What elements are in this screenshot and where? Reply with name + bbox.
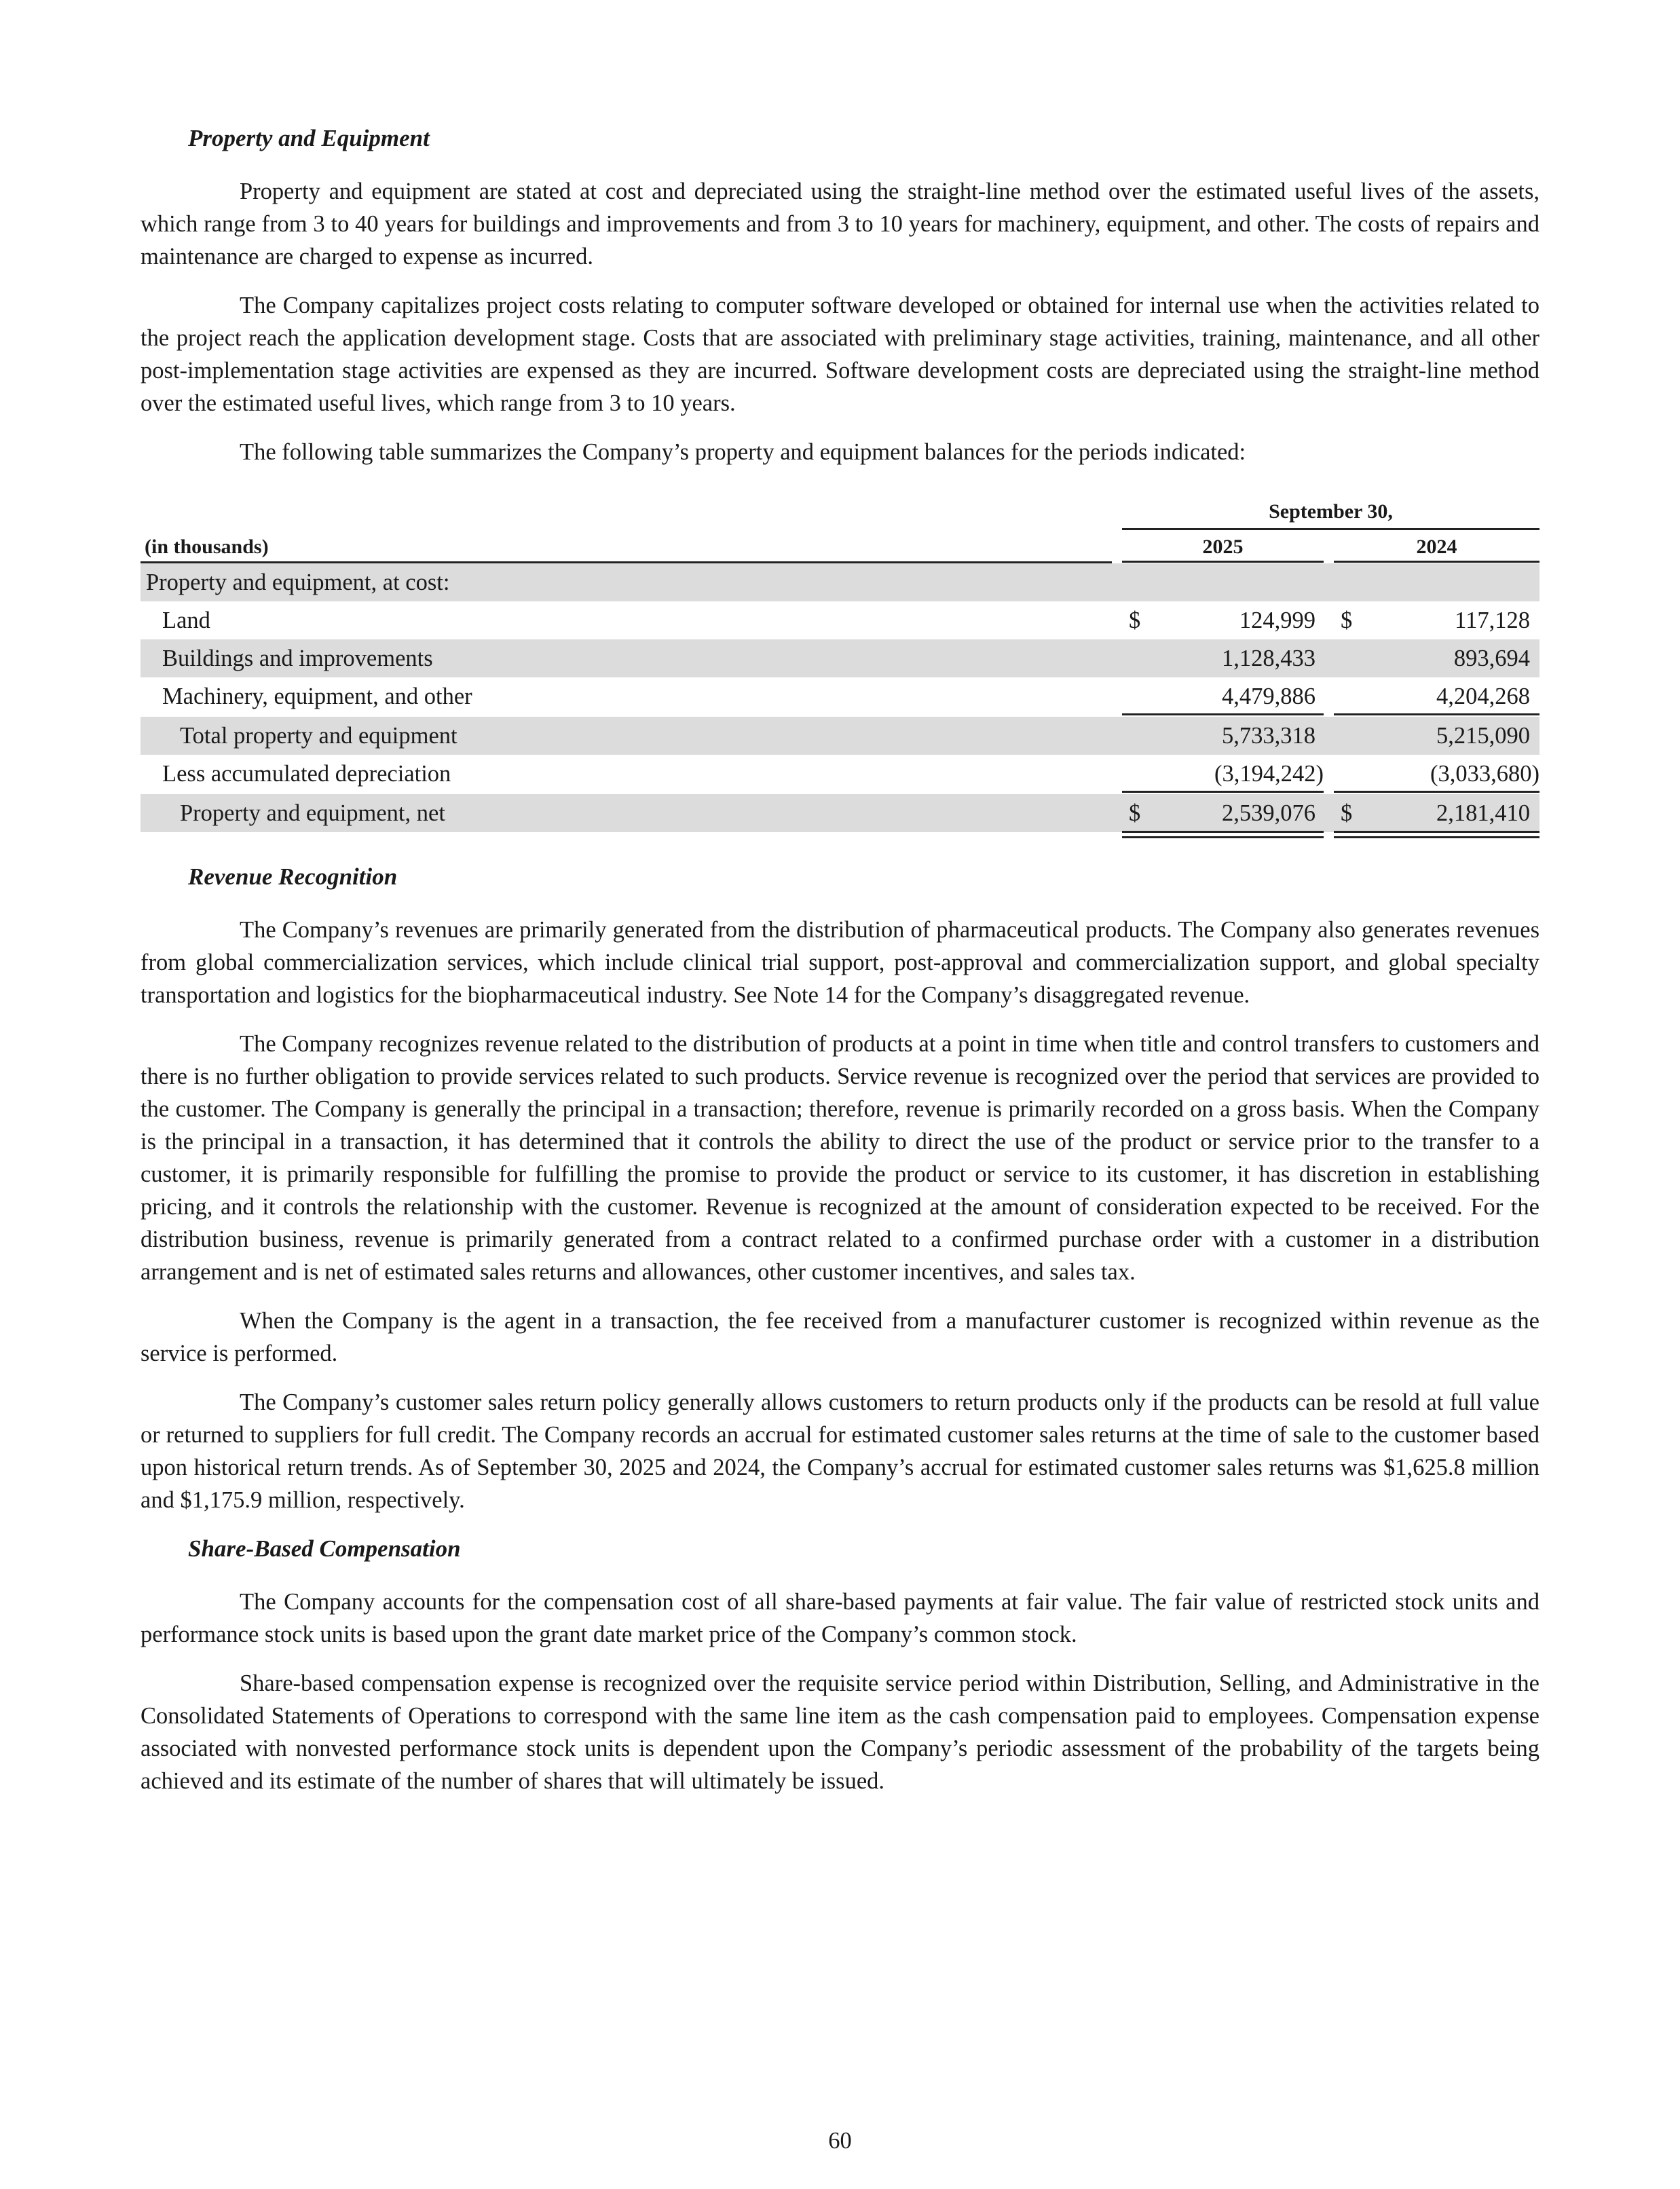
heading-property-and-equipment: Property and Equipment (188, 125, 430, 151)
row-label: Total property and equipment (180, 723, 458, 749)
table-row (141, 601, 1539, 639)
value-2024: (3,033,680) (1430, 761, 1539, 787)
row-label: Buildings and improvements (162, 646, 433, 671)
row-label: Property and equipment, net (180, 800, 445, 826)
paragraph: The Company accounts for the compensation cost of all share-based payments at fair value. The fair value of restricted stock units and performance stock units is based upon the grant date market price of the Company’s common stock. (141, 1589, 1539, 1647)
row-label: Less accumulated depreciation (162, 761, 451, 787)
value-2025: 124,999 (1239, 607, 1315, 633)
paragraph: The Company’s revenues are primarily generated from the distribution of pharmaceutical products. The Company also generates revenues from global commercialization services, which include clinical trial support, post-approval and commercialization support, and global specialty transportation and logistics for the biopharmaceutical industry. See Note 14 for the Company’s disaggregated revenue. (141, 917, 1539, 1008)
paragraph: Share-based compensation expense is recognized over the requisite service period within Distribution, Selling, and Administrative in the Consolidated Statements of Operations to correspond with the same line item as the cash compensation paid to employees. Compensation expense associated with nonvested performance stock units is dependent upon the Company’s periodic assessment of the probability of the targets being achieved and its estimate of the number of shares that will ultimately be issued. (141, 1670, 1539, 1794)
dollar-sign: $ (1341, 607, 1353, 633)
value-2025: 4,479,886 (1222, 684, 1315, 709)
table-year-header: 2025 (1122, 531, 1324, 563)
value-2024: 893,694 (1453, 646, 1530, 671)
table-period-header: September 30, (1122, 495, 1539, 530)
paragraph: The Company’s customer sales return policy generally allows customers to return products only if the products can be resold at full value or returned to suppliers for full credit. The Company records an accrual for estimated customer sales returns at the time of sale to the customer based upon historical return trends. As of September 30, 2025 and 2024, the Company’s accrual for estimated customer sales returns was $1,625.8 million and $1,175.9 million, respectively. (141, 1389, 1539, 1513)
paragraph: The Company capitalizes project costs relating to computer software developed or obtained for internal use when the activities related to the project reach the application development stage. Costs that are associated with preliminary stage activities, training, maintenance, and all other post-implementation stage activities are expensed as they are incurred. Software development costs are depreciated using the straight-line method over the estimated useful lives, which range from 3 to 10 years. (141, 293, 1539, 416)
value-2025: 2,539,076 (1222, 800, 1315, 826)
value-2025: (3,194,242) (1214, 761, 1324, 787)
value-2025: 1,128,433 (1222, 646, 1315, 671)
table-row (141, 794, 1539, 832)
table-row (141, 639, 1539, 677)
subtotal-rule (1122, 791, 1324, 793)
page-content (141, 122, 1539, 1814)
paragraph: The Company recognizes revenue related to the distribution of products at a point in time when title and control transfers to customers and there is no further obligation to provide services related to such products. Service revenue is recognized over the period that services are provided to the customer. The Company is generally the principal in a transaction; therefore, revenue is primarily recorded on a gross basis. When the Company is the principal in a transaction, it has determined that it controls the ability to direct the use of the product or service prior to the transfer to a customer, it is primarily responsible for fulfilling the promise to provide the product or service to its customer, it has discretion in establishing pricing, and it controls the relationship with the customer. Revenue is recognized at the amount of consideration expected to be received. For the distribution business, revenue is primarily generated from a contract related to a confirmed purchase order with a customer in a distribution arrangement and is net of estimated sales returns and allowances, other customer incentives, and sales tax. (141, 1031, 1539, 1285)
subtotal-rule (1122, 713, 1324, 715)
table-row (141, 677, 1539, 715)
table-section-label: Property and equipment, at cost: (146, 569, 450, 595)
row-label: Machinery, equipment, and other (162, 684, 472, 709)
dollar-sign: $ (1341, 800, 1353, 826)
table-row (141, 563, 1539, 601)
page-number: 60 (828, 2128, 852, 2154)
value-2024: 4,204,268 (1436, 684, 1530, 709)
dollar-sign: $ (1129, 607, 1141, 633)
row-label: Land (162, 607, 210, 633)
total-double-rule (1334, 831, 1539, 838)
heading-share-based-compensation: Share-Based Compensation (188, 1535, 461, 1562)
paragraph: Property and equipment are stated at cost and depreciated using the straight-line method over the estimated useful lives of the assets, which range from 3 to 40 years for buildings and improvements and from 3 to 10 years for machinery, equipment, and other. The costs of repairs and maintenance are charged to expense as incurred. (141, 179, 1539, 269)
table-units-label: (in thousands) (145, 536, 269, 558)
table-row (141, 717, 1539, 755)
subtotal-rule (1334, 713, 1539, 715)
dollar-sign: $ (1129, 800, 1141, 826)
table-year-header: 2024 (1334, 531, 1539, 563)
value-2025: 5,733,318 (1222, 723, 1315, 749)
value-2024: 117,128 (1455, 607, 1530, 633)
table-row (141, 755, 1539, 793)
total-double-rule (1122, 831, 1324, 838)
heading-revenue-recognition: Revenue Recognition (188, 863, 398, 890)
paragraph: When the Company is the agent in a transaction, the fee received from a manufacturer customer is recognized within revenue as the service is performed. (141, 1308, 1539, 1366)
value-2024: 5,215,090 (1436, 723, 1530, 749)
paragraph: The following table summarizes the Company’s property and equipment balances for the periods indicated: (240, 439, 1246, 465)
value-2024: 2,181,410 (1436, 800, 1530, 826)
subtotal-rule (1334, 791, 1539, 793)
property-equipment-table (141, 495, 1539, 826)
